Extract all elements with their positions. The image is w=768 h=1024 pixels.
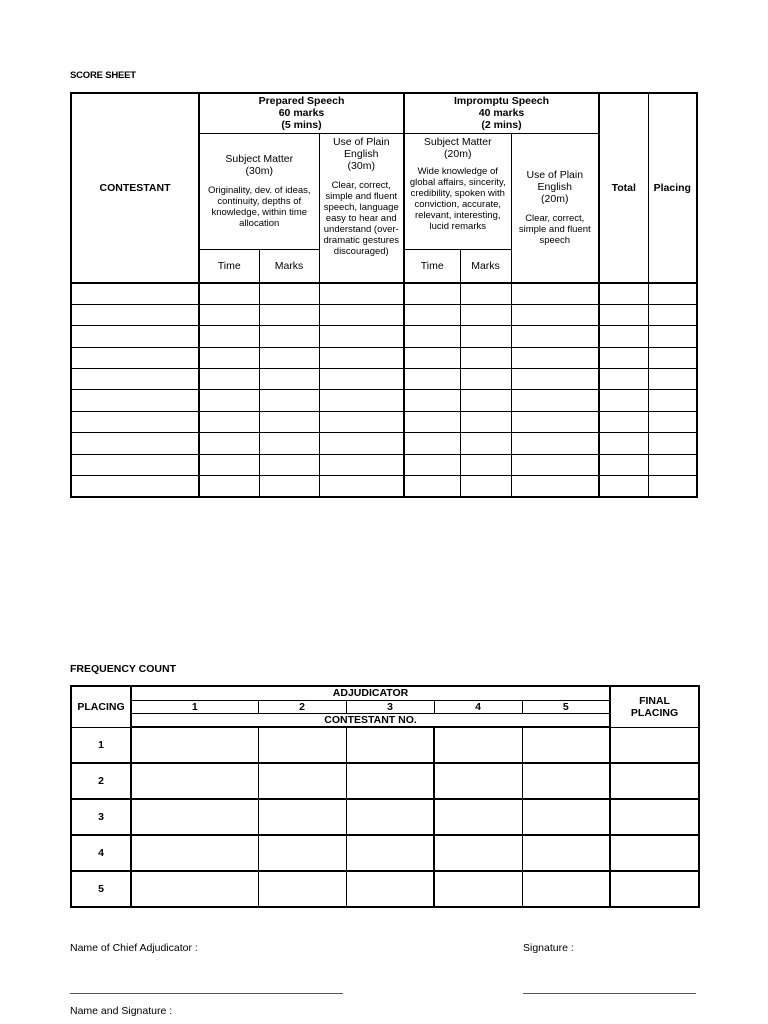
score-row (71, 326, 697, 347)
impromptu-time: (2 mins) (481, 119, 522, 132)
score-cell-prep-plain[interactable] (319, 283, 404, 304)
score-cell-contestant[interactable] (71, 326, 199, 347)
adjudicator-number: 3 (346, 700, 434, 713)
adjudicator-cell[interactable] (346, 727, 434, 763)
score-cell-placing[interactable] (648, 326, 697, 347)
score-cell-contestant[interactable] (71, 283, 199, 304)
placing-number: 1 (71, 727, 131, 763)
score-cell-prep-time[interactable] (199, 326, 259, 347)
imp-plain-english-header (511, 133, 599, 283)
adjudicator-cell[interactable] (522, 835, 610, 871)
score-cell-total[interactable] (599, 454, 648, 475)
contestant-header: CONTESTANT (71, 93, 199, 283)
score-cell-prep-time[interactable] (199, 347, 259, 368)
adjudicator-cell[interactable] (346, 835, 434, 871)
prep-marks-header: Marks (259, 249, 319, 283)
prep-time-header: Time (199, 249, 259, 283)
adjudicator-cell[interactable] (346, 799, 434, 835)
placing-number: 4 (71, 835, 131, 871)
adjudicator-cell[interactable] (434, 763, 522, 799)
adjudicator-cell[interactable] (258, 871, 346, 907)
placing-number: 2 (71, 763, 131, 799)
adjudicator-cell[interactable] (434, 799, 522, 835)
score-cell-placing[interactable] (648, 283, 697, 304)
score-cell-prep-marks[interactable] (259, 326, 319, 347)
score-cell-imp-marks[interactable] (460, 347, 511, 368)
prep-plain-desc: Clear, correct, simple and fluent speech, language easy to hear and understand (over-dramatic gestures discouraged) (323, 179, 399, 257)
score-cell-imp-marks[interactable] (460, 283, 511, 304)
imp-time-header: Time (404, 249, 460, 283)
adjudicator-cell[interactable] (522, 763, 610, 799)
score-cell-imp-time[interactable] (404, 433, 460, 454)
score-cell-prep-plain[interactable] (319, 476, 404, 497)
score-cell-total[interactable] (599, 369, 648, 390)
final-placing-cell[interactable] (610, 727, 699, 763)
score-cell-imp-plain[interactable] (511, 390, 599, 411)
placing-header: Placing (648, 93, 697, 283)
imp-plain-marks: (20m) (541, 193, 569, 206)
score-cell-imp-plain[interactable] (511, 283, 599, 304)
adjudicator-cell[interactable] (434, 871, 522, 907)
final-placing-header: FINAL PLACING (610, 686, 699, 727)
score-cell-prep-marks[interactable] (259, 390, 319, 411)
score-cell-imp-marks[interactable] (460, 390, 511, 411)
score-cell-placing[interactable] (648, 476, 697, 497)
score-cell-total[interactable] (599, 476, 648, 497)
score-cell-prep-time[interactable] (199, 283, 259, 304)
imp-subject-marks: (20m) (444, 147, 472, 160)
adjudicator-cell[interactable] (131, 871, 258, 907)
imp-subject-matter-header (404, 133, 511, 249)
frequency-count-title: FREQUENCY COUNT (70, 663, 176, 675)
score-cell-total[interactable] (599, 283, 648, 304)
chief-name-line[interactable] (70, 993, 343, 994)
score-cell-imp-plain[interactable] (511, 326, 599, 347)
prep-subject-marks: (30m) (245, 165, 273, 177)
score-cell-prep-marks[interactable] (259, 476, 319, 497)
score-cell-imp-marks[interactable] (460, 433, 511, 454)
score-row (71, 454, 697, 475)
score-cell-prep-marks[interactable] (259, 283, 319, 304)
adjudicator-cell[interactable] (131, 799, 258, 835)
adjudicator-cell[interactable] (434, 727, 522, 763)
score-sheet-title: SCORE SHEET (70, 70, 136, 81)
score-cell-imp-time[interactable] (404, 454, 460, 475)
adjudicator-cell[interactable] (346, 763, 434, 799)
score-cell-prep-plain[interactable] (319, 326, 404, 347)
score-cell-imp-marks[interactable] (460, 476, 511, 497)
score-row (71, 476, 697, 497)
score-row (71, 283, 697, 304)
prep-subject-matter-header (199, 133, 319, 249)
prepared-speech-header (199, 93, 404, 133)
imp-marks-header: Marks (460, 249, 511, 283)
prep-subject-title: Subject Matter (225, 153, 294, 165)
score-cell-imp-plain[interactable] (511, 476, 599, 497)
prepared-title: Prepared Speech (258, 95, 345, 108)
impromptu-title: Impromptu Speech (453, 95, 550, 108)
score-row (71, 347, 697, 368)
score-cell-prep-marks[interactable] (259, 411, 319, 432)
score-cell-placing[interactable] (648, 433, 697, 454)
score-cell-imp-time[interactable] (404, 347, 460, 368)
score-row (71, 390, 697, 411)
prep-subject-desc: Originality, dev. of ideas, continuity, depths of knowledge, within time allocation (207, 185, 311, 229)
score-row (71, 411, 697, 432)
impromptu-speech-header (404, 93, 599, 133)
prep-plain-english-header (319, 133, 404, 283)
adjudicator-number: 5 (522, 700, 610, 713)
adjudicator-cell[interactable] (346, 871, 434, 907)
score-cell-imp-marks[interactable] (460, 304, 511, 325)
placing-col-header: PLACING (71, 686, 131, 727)
adjudicator-cell[interactable] (522, 727, 610, 763)
score-cell-prep-time[interactable] (199, 411, 259, 432)
signature-label: Signature : (523, 942, 574, 954)
score-cell-placing[interactable] (648, 411, 697, 432)
score-cell-prep-plain[interactable] (319, 433, 404, 454)
score-cell-placing[interactable] (648, 347, 697, 368)
prepared-time: (5 mins) (281, 119, 322, 132)
final-placing-cell[interactable] (610, 799, 699, 835)
score-cell-placing[interactable] (648, 390, 697, 411)
adjudicator-cell[interactable] (258, 799, 346, 835)
score-cell-imp-plain[interactable] (511, 411, 599, 432)
adjudicator-header: ADJUDICATOR (131, 686, 610, 700)
score-cell-prep-time[interactable] (199, 304, 259, 325)
score-cell-total[interactable] (599, 411, 648, 432)
adjudicator-cell[interactable] (258, 835, 346, 871)
score-cell-prep-plain[interactable] (319, 304, 404, 325)
score-cell-prep-plain[interactable] (319, 369, 404, 390)
score-cell-prep-plain[interactable] (319, 411, 404, 432)
score-cell-imp-time[interactable] (404, 304, 460, 325)
score-cell-contestant[interactable] (71, 411, 199, 432)
frequency-row (71, 799, 699, 835)
score-cell-prep-plain[interactable] (319, 390, 404, 411)
final-placing-cell[interactable] (610, 835, 699, 871)
score-cell-prep-time[interactable] (199, 476, 259, 497)
prep-plain-title: Use of Plain English (332, 135, 390, 160)
adjudicator-cell[interactable] (258, 727, 346, 763)
frequency-table (70, 685, 700, 908)
name-signature-label: Name and Signature : (70, 1005, 173, 1017)
score-cell-imp-marks[interactable] (460, 326, 511, 347)
placing-number: 3 (71, 799, 131, 835)
final-placing-cell[interactable] (610, 763, 699, 799)
score-cell-imp-marks[interactable] (460, 369, 511, 390)
placing-number: 5 (71, 871, 131, 907)
score-cell-imp-plain[interactable] (511, 454, 599, 475)
final-placing-cell[interactable] (610, 871, 699, 907)
score-cell-imp-time[interactable] (404, 369, 460, 390)
adjudicator-cell[interactable] (131, 763, 258, 799)
score-row (71, 433, 697, 454)
frequency-row (71, 763, 699, 799)
score-cell-prep-time[interactable] (199, 390, 259, 411)
score-cell-contestant[interactable] (71, 476, 199, 497)
score-cell-imp-plain[interactable] (511, 433, 599, 454)
score-cell-prep-time[interactable] (199, 454, 259, 475)
adjudicator-cell[interactable] (434, 835, 522, 871)
score-cell-total[interactable] (599, 304, 648, 325)
prepared-marks: 60 marks (278, 107, 325, 120)
score-cell-contestant[interactable] (71, 390, 199, 411)
score-cell-prep-marks[interactable] (259, 304, 319, 325)
score-cell-imp-plain[interactable] (511, 347, 599, 368)
frequency-row (71, 835, 699, 871)
score-cell-prep-plain[interactable] (319, 347, 404, 368)
adjudicator-cell[interactable] (131, 835, 258, 871)
score-cell-imp-marks[interactable] (460, 454, 511, 475)
score-cell-contestant[interactable] (71, 304, 199, 325)
imp-plain-desc: Clear, correct, simple and fluent speech (518, 213, 591, 247)
score-cell-imp-time[interactable] (404, 390, 460, 411)
score-cell-prep-marks[interactable] (259, 369, 319, 390)
score-cell-imp-time[interactable] (404, 411, 460, 432)
score-cell-total[interactable] (599, 433, 648, 454)
prep-plain-marks: (30m) (347, 159, 375, 172)
score-cell-prep-marks[interactable] (259, 347, 319, 368)
score-cell-prep-plain[interactable] (319, 454, 404, 475)
score-cell-prep-time[interactable] (199, 433, 259, 454)
score-cell-imp-time[interactable] (404, 283, 460, 304)
total-header: Total (599, 93, 648, 283)
adjudicator-cell[interactable] (131, 727, 258, 763)
score-cell-imp-plain[interactable] (511, 369, 599, 390)
imp-plain-title: Use of Plain English (526, 169, 584, 194)
score-cell-imp-marks[interactable] (460, 411, 511, 432)
score-cell-total[interactable] (599, 347, 648, 368)
chief-adjudicator-label: Name of Chief Adjudicator : (70, 942, 198, 954)
score-row (71, 304, 697, 325)
score-cell-prep-marks[interactable] (259, 454, 319, 475)
score-cell-prep-marks[interactable] (259, 433, 319, 454)
contestant-no-header: CONTESTANT NO. (131, 713, 610, 727)
score-cell-contestant[interactable] (71, 433, 199, 454)
score-cell-total[interactable] (599, 326, 648, 347)
score-row (71, 369, 697, 390)
score-cell-imp-time[interactable] (404, 326, 460, 347)
score-cell-total[interactable] (599, 390, 648, 411)
frequency-row (71, 871, 699, 907)
score-cell-placing[interactable] (648, 369, 697, 390)
adjudicator-number: 2 (258, 700, 346, 713)
signature-line[interactable] (523, 993, 696, 994)
frequency-row (71, 727, 699, 763)
adjudicator-number: 4 (434, 700, 522, 713)
score-cell-imp-time[interactable] (404, 476, 460, 497)
adjudicator-cell[interactable] (258, 763, 346, 799)
impromptu-marks: 40 marks (478, 107, 525, 120)
imp-subject-desc: Wide knowledge of global affairs, sincerity, credibility, spoken with conviction, accurate, relevant, interesting, lucid remarks (409, 165, 506, 232)
score-cell-contestant[interactable] (71, 369, 199, 390)
imp-subject-title: Subject Matter (423, 135, 492, 148)
score-cell-imp-plain[interactable] (511, 304, 599, 325)
adjudicator-cell[interactable] (522, 799, 610, 835)
adjudicator-number: 1 (131, 700, 258, 713)
score-cell-placing[interactable] (648, 304, 697, 325)
score-cell-contestant[interactable] (71, 454, 199, 475)
score-cell-placing[interactable] (648, 454, 697, 475)
score-cell-prep-time[interactable] (199, 369, 259, 390)
adjudicator-cell[interactable] (522, 871, 610, 907)
score-table (70, 92, 698, 498)
score-cell-contestant[interactable] (71, 347, 199, 368)
